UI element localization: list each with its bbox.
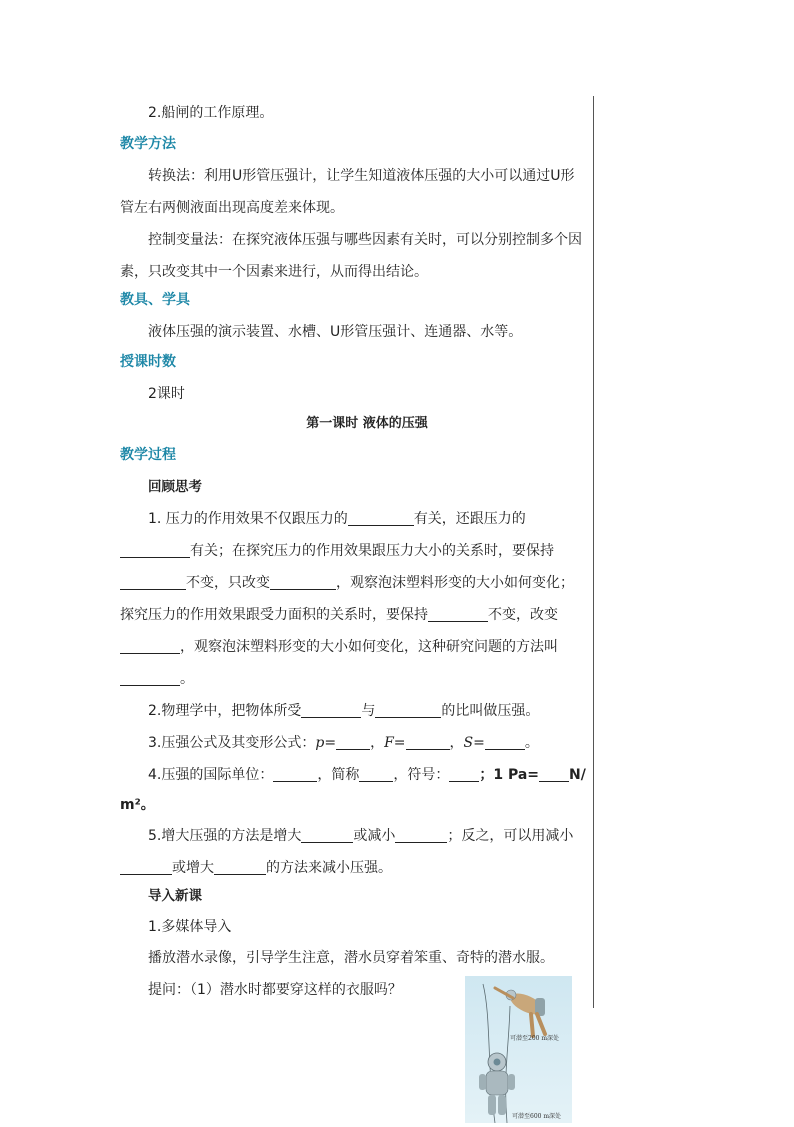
question-1-line-2: 有关；在探究压力的作用效果跟压力大小的关系时，要保持	[120, 535, 590, 567]
answer-blank[interactable]	[539, 765, 569, 782]
text-line: 播放潜水录像，引导学生注意，潜水员穿着笨重、奇特的潜水服。	[148, 950, 554, 966]
text-line: 提问：（1）潜水时都要穿这样的衣服吗？	[148, 982, 402, 998]
question-5-line-1: 5.增大压强的方法是增大 或减小 ；反之，可以用减小	[148, 828, 574, 844]
text-line: 控制变量法：在探究液体压强与哪些因素有关时，可以分别控制多个因	[148, 232, 582, 248]
subheading-review: 回顾思考	[148, 479, 202, 495]
text-line: 管左右两侧液面出现高度差来体现。	[120, 200, 344, 216]
question-1-line-5: ，观察泡沫塑料形变的大小如何变化，这种研究问题的方法叫	[120, 631, 590, 663]
question-4-line-2: m²。	[120, 797, 155, 813]
text-line: 2课时	[148, 386, 185, 402]
figure-label-200m: 可潜至200 m深处	[510, 1035, 560, 1042]
question-2: 2.物理学中，把物体所受 与 的比叫做压强。	[148, 703, 540, 719]
heading-teaching-method: 教学方法	[120, 136, 176, 152]
answer-blank[interactable]	[120, 669, 180, 686]
text-line: 转换法：利用U形管压强计，让学生知道液体压强的大小可以通过U形	[148, 168, 575, 184]
var-s: S	[463, 735, 474, 751]
answer-blank[interactable]	[449, 765, 479, 782]
answer-blank[interactable]	[120, 541, 190, 558]
question-1-line-3: 不变，只改变 ，观察泡沫塑料形变的大小如何变化；	[120, 567, 590, 599]
subheading-intro: 导入新课	[148, 888, 202, 904]
answer-blank[interactable]	[273, 765, 317, 782]
answer-blank[interactable]	[406, 733, 450, 750]
heading-class-hours: 授课时数	[120, 354, 176, 370]
text-line: 素，只改变其中一个因素来进行，从而得出结论。	[120, 264, 428, 280]
figure-label-600m: 可潜至600 m深处	[512, 1113, 562, 1120]
answer-blank[interactable]	[214, 858, 266, 875]
answer-blank[interactable]	[395, 826, 447, 843]
answer-blank[interactable]	[120, 573, 186, 590]
answer-blank[interactable]	[359, 765, 393, 782]
question-5-line-2: 或增大 的方法来减小压强。	[120, 852, 590, 884]
answer-blank[interactable]	[348, 509, 414, 526]
answer-blank[interactable]	[336, 733, 370, 750]
answer-blank[interactable]	[485, 733, 525, 750]
section-title: 第一课时 液体的压强	[306, 416, 428, 431]
answer-blank[interactable]	[375, 701, 441, 718]
question-4-line-1: 4.压强的国际单位： ，简称 ，符号： ；1 Pa= N/	[148, 767, 586, 783]
diver-illustration	[465, 976, 572, 1123]
question-1-line-1: 1. 压力的作用效果不仅跟压力的 有关，还跟压力的	[148, 511, 526, 527]
diver-illustration-svg	[465, 976, 572, 1123]
text-line: 液体压强的演示装置、水槽、U形管压强计、连通器、水等。	[148, 324, 523, 340]
answer-blank[interactable]	[428, 605, 488, 622]
text-line: 1.多媒体导入	[148, 919, 232, 935]
answer-blank[interactable]	[301, 701, 361, 718]
heading-teaching-tools: 教具、学具	[120, 292, 190, 308]
answer-blank[interactable]	[120, 858, 172, 875]
heading-teaching-process: 教学过程	[120, 447, 176, 463]
question-1-line-6: 。	[120, 663, 590, 695]
question-1-line-4: 探究压力的作用效果跟受力面积的关系时，要保持 不变，改变	[120, 607, 558, 623]
answer-blank[interactable]	[301, 826, 353, 843]
var-f: F	[384, 735, 394, 751]
var-p: p	[315, 735, 325, 751]
question-3: 3.压强公式及其变形公式：p= ，F= ，S= 。	[148, 735, 539, 751]
answer-blank[interactable]	[120, 637, 180, 654]
text-line: 2.船闸的工作原理。	[148, 105, 274, 121]
answer-blank[interactable]	[270, 573, 336, 590]
